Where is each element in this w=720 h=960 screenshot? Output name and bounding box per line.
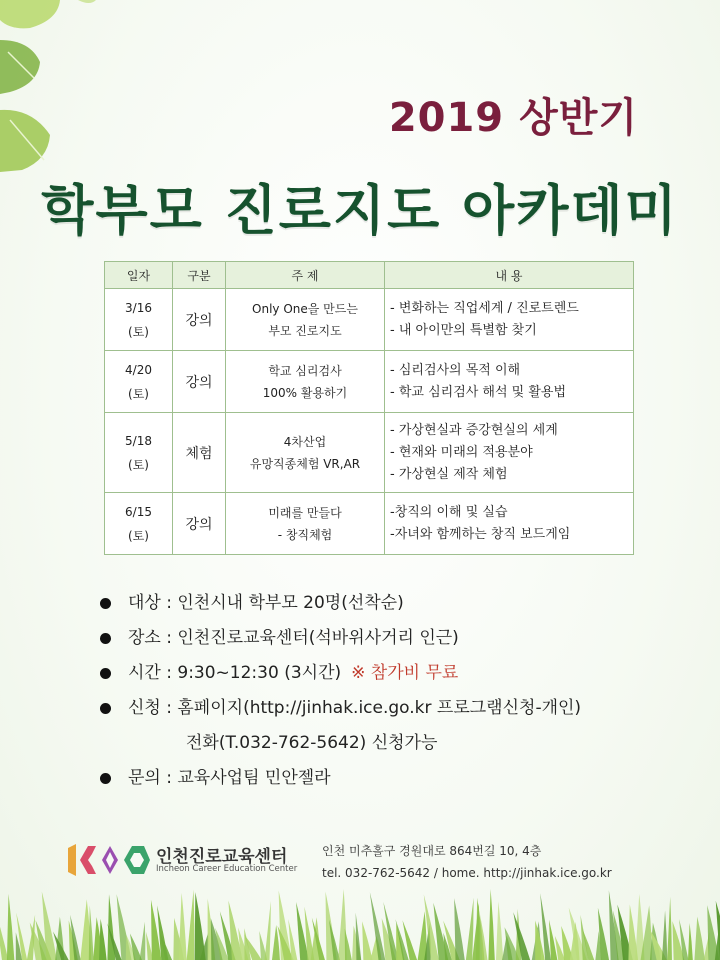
cell-date xyxy=(105,493,173,555)
content-line: - 학교 심리검사 해석 및 활용법 xyxy=(390,384,567,400)
grass-blade xyxy=(356,913,362,960)
grass-blade xyxy=(454,898,465,960)
grass-blade xyxy=(89,905,94,960)
content-line: - 내 아이만의 특별함 찾기 xyxy=(390,322,537,338)
cell-topic xyxy=(226,493,385,555)
topic-line: 부모 진로지도 xyxy=(268,323,342,338)
org-name: 인천진로교육센터 xyxy=(156,847,288,867)
page-title: 학부모 진로지도 아카데미 xyxy=(41,179,679,242)
grass-blade xyxy=(488,889,494,960)
grass-blade xyxy=(662,910,667,960)
content-line: - 변화하는 직업세계 / 진로트렌드 xyxy=(390,300,579,316)
footer-address xyxy=(322,840,612,884)
org-name-en: Incheon Career Education Center xyxy=(156,864,298,874)
grass-blade xyxy=(99,919,107,960)
table-row xyxy=(105,413,634,493)
cell-type: 체험 xyxy=(173,413,226,493)
grass-blade xyxy=(179,893,187,960)
time-text: 시간 : 9:30~12:30 (3시간) xyxy=(128,663,342,683)
day-text: (토) xyxy=(128,386,149,401)
cell-content xyxy=(385,493,634,555)
date-text: 6/15 xyxy=(125,504,152,519)
grass-blade xyxy=(265,901,271,960)
topic-line: 유망직종체험 VR,AR xyxy=(249,456,361,471)
header-date: 일자 xyxy=(105,262,173,289)
grass-decoration-icon xyxy=(0,880,720,960)
info-apply-phone: 전화(T.032-762-5642) 신청가능 xyxy=(186,733,438,753)
table-row xyxy=(105,289,634,351)
bullet-icon xyxy=(100,598,111,609)
grass-blade xyxy=(362,921,372,960)
grass-blade xyxy=(694,917,704,960)
content-line: - 가상현실 제작 체험 xyxy=(390,466,508,482)
cell-type: 강의 xyxy=(173,493,226,555)
content-line: - 현재와 미래의 적용분야 xyxy=(390,444,533,460)
cell-content xyxy=(385,289,634,351)
day-text: (토) xyxy=(128,457,149,472)
cell-type: 강의 xyxy=(173,351,226,413)
cell-topic xyxy=(226,351,385,413)
grass-blade xyxy=(496,901,503,960)
year-heading: 2019 상반기 xyxy=(388,95,638,141)
info-list xyxy=(100,586,700,796)
topic-line: 100% 활용하기 xyxy=(262,385,348,400)
grass-blade xyxy=(688,923,693,960)
table-row xyxy=(105,351,634,413)
bullet-icon xyxy=(100,668,111,679)
day-text: (토) xyxy=(128,324,149,339)
content-line: - 심리검사의 목적 이해 xyxy=(390,362,521,378)
cell-topic xyxy=(226,289,385,351)
content-line: -자녀와 함께하는 창직 보드게임 xyxy=(390,526,571,542)
table-row xyxy=(105,493,634,555)
info-time xyxy=(100,656,700,691)
info-target: 대상 : 인천시내 학부모 20명(선착순) xyxy=(100,586,700,621)
grass-blade xyxy=(345,928,352,960)
table-header-row xyxy=(105,262,634,289)
address-line: 인천 미추홀구 경원대로 864번길 10, 4층 xyxy=(322,844,542,858)
date-text: 4/20 xyxy=(125,362,152,377)
cell-content xyxy=(385,351,634,413)
cell-date xyxy=(105,413,173,493)
date-text: 5/18 xyxy=(125,433,152,448)
header-topic: 주 제 xyxy=(226,262,385,289)
topic-line: 4차산업 xyxy=(283,434,327,449)
info-place: 장소 : 인천진로교육센터(석바위사거리 인근) xyxy=(100,621,700,656)
date-text: 3/16 xyxy=(125,300,152,315)
header-type: 구분 xyxy=(173,262,226,289)
grass-blade xyxy=(187,890,195,960)
cell-date xyxy=(105,351,173,413)
cell-topic xyxy=(226,413,385,493)
leaf-decoration-icon xyxy=(0,0,120,190)
topic-line: Only One을 만드는 xyxy=(252,301,358,316)
grass-blade xyxy=(0,909,8,960)
grass-blade xyxy=(7,894,14,960)
content-line: - 가상현실과 증강현실의 세계 xyxy=(390,422,558,438)
fee-text: ※ 참가비 무료 xyxy=(351,663,459,683)
topic-line: 학교 심리검사 xyxy=(268,363,342,378)
content-line: -창직의 이해 및 실습 xyxy=(390,504,508,520)
cell-content xyxy=(385,413,634,493)
bullet-icon xyxy=(100,703,111,714)
grass-blade xyxy=(466,898,474,960)
schedule-table xyxy=(104,261,634,555)
bullet-icon xyxy=(100,773,111,784)
contact-line: tel. 032-762-5642 / home. http://jinhak.ice.go.kr xyxy=(322,866,612,880)
grass-blade xyxy=(667,897,672,960)
grass-blade xyxy=(140,922,146,960)
topic-line: - 창직체험 xyxy=(277,527,333,542)
day-text: (토) xyxy=(128,528,149,543)
cell-type: 강의 xyxy=(173,289,226,351)
header-content: 내 용 xyxy=(385,262,634,289)
center-logo-icon xyxy=(66,840,152,880)
bullet-icon xyxy=(100,633,111,644)
cell-date xyxy=(105,289,173,351)
info-contact: 문의 : 교육사업팀 민안젤라 xyxy=(100,761,700,796)
info-apply: 신청 : 홈페이지(http://jinhak.ice.go.kr 프로그램신청-개인) xyxy=(100,691,700,726)
topic-line: 미래를 만들다 xyxy=(268,505,342,520)
